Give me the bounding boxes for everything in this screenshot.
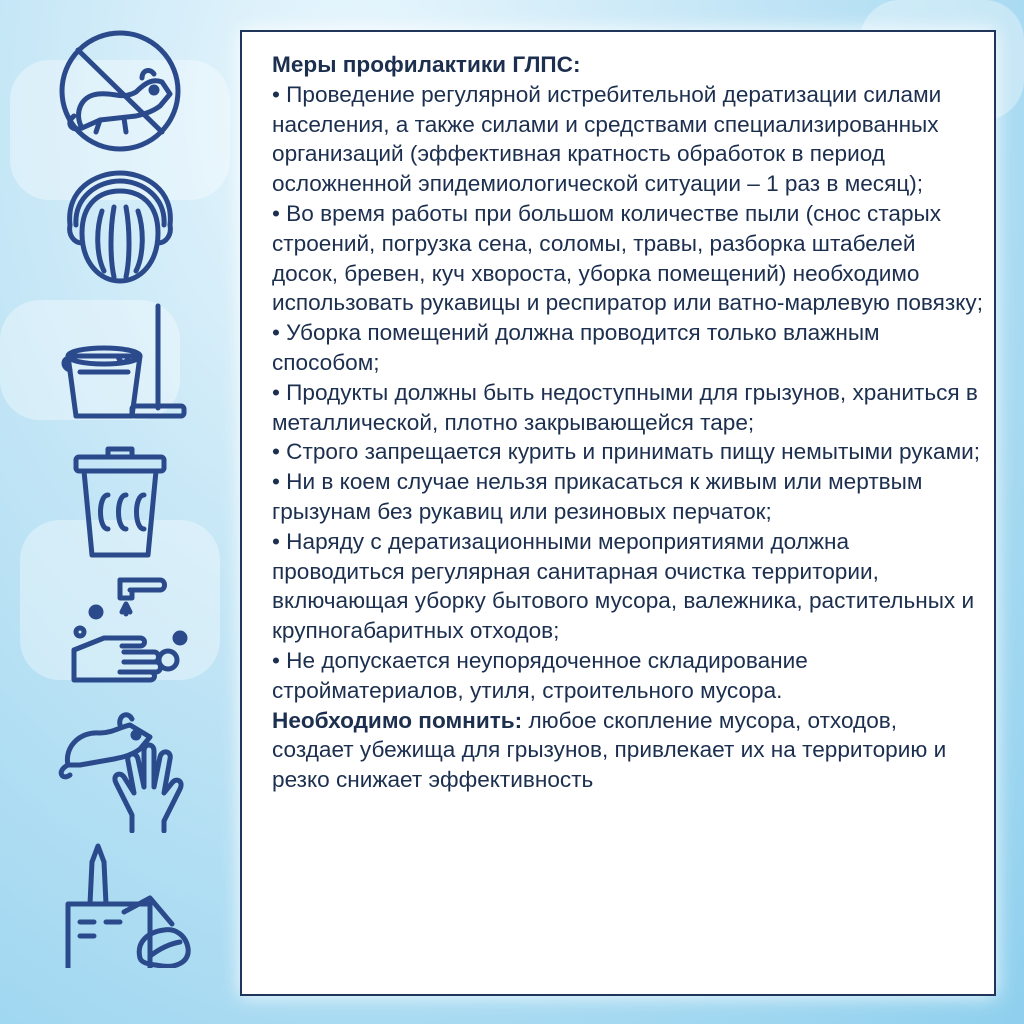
- list-item: • Ни в коем случае нельзя прикасаться к живым или мертвым грызунам без рукавиц или резиновых перчаток;: [272, 469, 923, 524]
- factory-waste-icon: [40, 838, 200, 968]
- respirator-icon: [40, 163, 200, 293]
- list-item: • Наряду с дератизационными мероприятиями должна проводиться регулярная санитарная очистка территории, включающая уборку бытового мусора, валежника, растительных и крупногабаритных отходов;: [272, 528, 975, 644]
- info-panel: [240, 30, 996, 996]
- list-item: • Проведение регулярной истребительной дератизации силами населения, а также силами и средствами специализированных организаций (эффективная кратность обработок в период осложненной эпидемиологической ситуации – 1 раз в месяц);: [272, 81, 942, 197]
- list-item: • Уборка помещений должна проводится только влажным способом;: [272, 320, 880, 375]
- note-label: Необходимо помнить:: [272, 707, 523, 733]
- list-item: • Строго запрещается курить и принимать пищу немытыми руками;: [272, 439, 981, 465]
- page-title: Меры профилактики ГЛПС:: [272, 52, 581, 77]
- icon-column: [40, 28, 200, 998]
- list-item: • Во время работы при большом количестве пыли (снос старых строений, погрузка сена, соломы, травы, разборка штабелей досок, бревен, куч хвороста, уборка помещений) необходимо использовать рукавицы и респиратор или ватно-марлевую повязку;: [272, 200, 983, 316]
- no-rodents-icon: [40, 28, 200, 158]
- hand-washing-icon: [40, 568, 200, 698]
- content-text: [272, 50, 984, 795]
- rat-glove-icon: [40, 703, 200, 833]
- list-item: • Не допускается неупорядоченное складирование стройматериалов, утиля, строительного мусора.: [272, 647, 808, 703]
- bucket-mop-icon: [40, 298, 200, 428]
- list-item: • Продукты должны быть недоступными для грызунов, храниться в металлической, плотно закрывающейся таре;: [272, 379, 978, 435]
- note-paragraph: [272, 706, 984, 795]
- trash-bin-icon: [40, 433, 200, 563]
- note-text: любое скопление мусора, отходов, создает убежища для грызунов, привлекает их на территорию и резко снижает эффективность: [272, 707, 947, 793]
